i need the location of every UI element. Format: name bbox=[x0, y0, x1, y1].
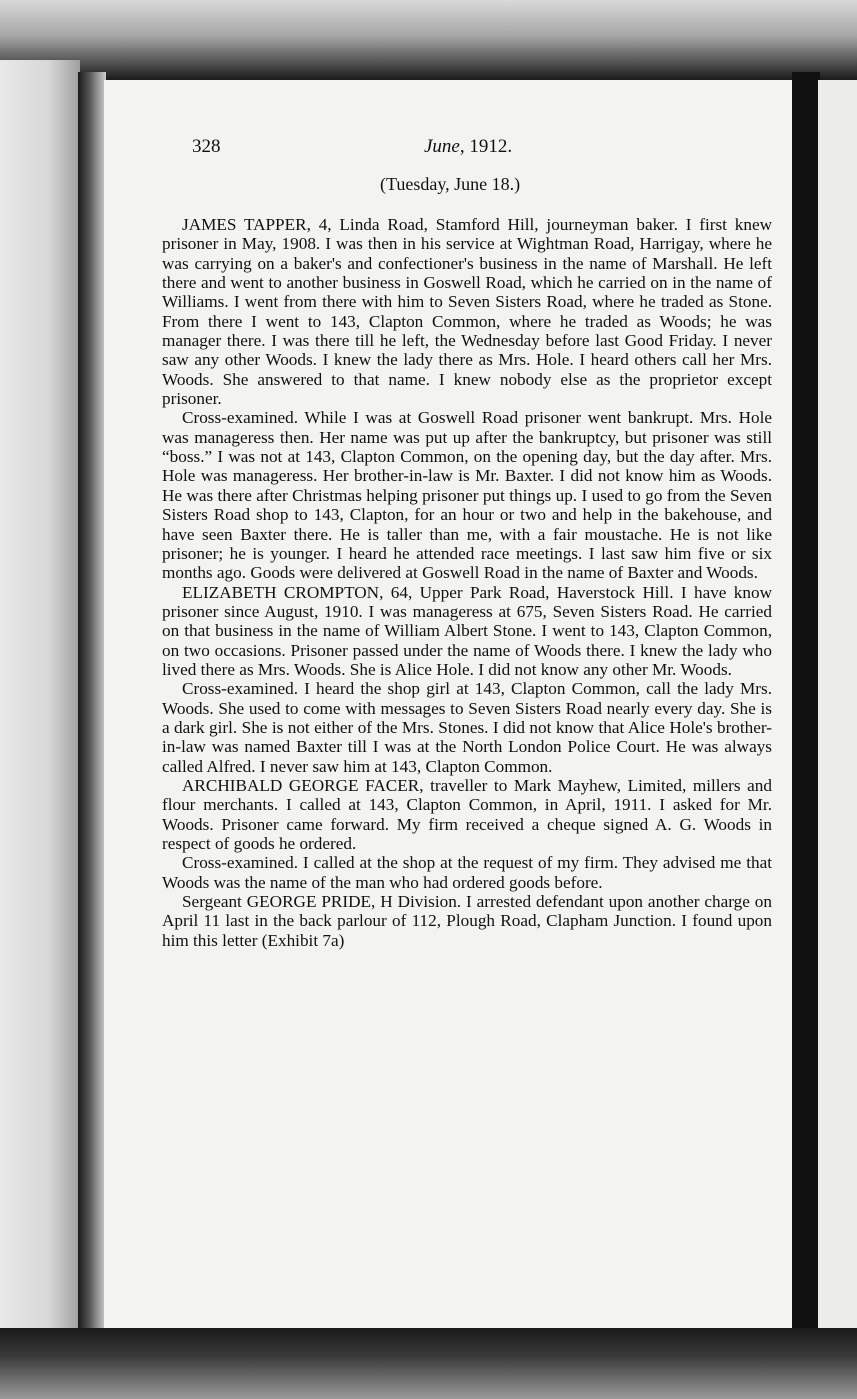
header-date bbox=[424, 136, 512, 158]
paragraph bbox=[162, 892, 772, 950]
adjacent-page-edge bbox=[818, 80, 857, 1330]
session-date: (Tuesday, June 18.) bbox=[380, 174, 521, 194]
paragraph bbox=[162, 215, 772, 408]
book-page bbox=[104, 80, 792, 1328]
paragraph bbox=[162, 853, 772, 892]
paragraph bbox=[162, 776, 772, 853]
paragraph-text: , traveller to Mark Mayhew, Limited, millers and flour merchants. I called at 143, Clapton Common, in April, 1911. I asked for Mr. Woods. Prisoner came forward. My firm received a cheque signed A. G. Woods in respect of goods he ordered. bbox=[162, 775, 772, 853]
paragraph bbox=[162, 408, 772, 582]
paragraph bbox=[162, 583, 772, 680]
witness-name: JAMES TAPPER bbox=[182, 215, 307, 234]
header-month: June bbox=[424, 136, 460, 157]
paragraph-text: , 64, Upper Park Road, Haverstock Hill. I have know prisoner since August, 1910. I was manageress at 675, Seven Sisters Road. He carried on that business in the name of William Albert Stone. I went to 143, Clapton Common, on two occasions. Prisoner passed under the name of Woods there. I knew the lady who lived there as Mrs. Woods. She is Alice Hole. I did not know any other Mr. Woods. bbox=[162, 582, 773, 679]
paragraph-text: , H Division. I arrested defendant upon another charge on April 11 last in the back parlour of 112, Plough Road, Clapham Junction. I found upon him this letter (Exhibit 7a) bbox=[162, 892, 772, 950]
paragraph-text: Cross-examined. While I was at Goswell Road prisoner went bankrupt. Mrs. Hole was manageress then. Her name was put up after the bankruptcy, but prisoner was still “boss.” I was not at 143, Clapton Common, on the opening day, but the day after. Mrs. Hole was manageress. Her brother-in-law is Mr. Baxter. I did not know him as Woods. He was there after Christmas helping prisoner put things up. I used to go from the Seven Sisters Road shop to 143, Clapton, for an hour or two and help in the bakehouse, and have seen Baxter there. He is taller than me, with a fair moustache. He is not like prisoner; he is younger. I heard he attended race meetings. I last saw him five or six months ago. Goods were delivered at Goswell Road in the name of Baxter and Woods. bbox=[162, 408, 772, 583]
page-gutter-shadow bbox=[792, 72, 820, 1334]
paragraph-text: Cross-examined. I heard the shop girl at 143, Clapton Common, call the lady Mrs. Woods. She used to come with messages to Seven Sisters Road nearly every day. She is a dark girl. She is not either of the Mrs. Stones. I did not know that Alice Hole's brother-in-law was named Baxter till I was at the North London Police Court. He was always called Alfred. I never saw him at 143, Clapton Common. bbox=[162, 679, 772, 776]
testimony-text bbox=[162, 215, 772, 950]
header-year: , 1912. bbox=[459, 136, 513, 157]
witness-name: ARCHIBALD GEORGE FACER bbox=[182, 775, 420, 795]
witness-name: GEORGE PRIDE bbox=[246, 892, 372, 912]
witness-title: Sergeant bbox=[182, 892, 247, 912]
paragraph bbox=[162, 679, 772, 776]
book-binding bbox=[78, 72, 106, 1334]
running-head bbox=[192, 136, 752, 162]
page-number: 328 bbox=[192, 136, 221, 157]
scan-top-edge bbox=[0, 0, 857, 80]
scan-bottom-edge bbox=[0, 1328, 857, 1399]
scan-left-margin bbox=[0, 60, 80, 1340]
paragraph-text: Cross-examined. I called at the shop at the request of my firm. They advised me that Woods was the name of the man who had ordered goods before. bbox=[162, 853, 772, 892]
paragraph-text: , 4, Linda Road, Stamford Hill, journeyman baker. I first knew prisoner in May, 1908. I was then in his service at Wightman Road, Harrigay, where he was carrying on a baker's and confectioner's business in the name of Marshall. He left there and went to another business in Goswell Road, which he carried on in the name of Williams. I went from there with him to Seven Sisters Road, where he traded as Stone. From there I went to 143, Clapton Common, where he traded as Woods; he was manager there. I was there till he left, the Wednesday before last Good Friday. I never saw any other Woods. I knew the lady there as Mrs. Hole. I heard others call her Mrs. Woods. She answered to that name. I knew nobody else as the proprietor except prisoner. bbox=[162, 215, 772, 409]
witness-name: ELIZABETH CROMPTON bbox=[182, 582, 380, 602]
